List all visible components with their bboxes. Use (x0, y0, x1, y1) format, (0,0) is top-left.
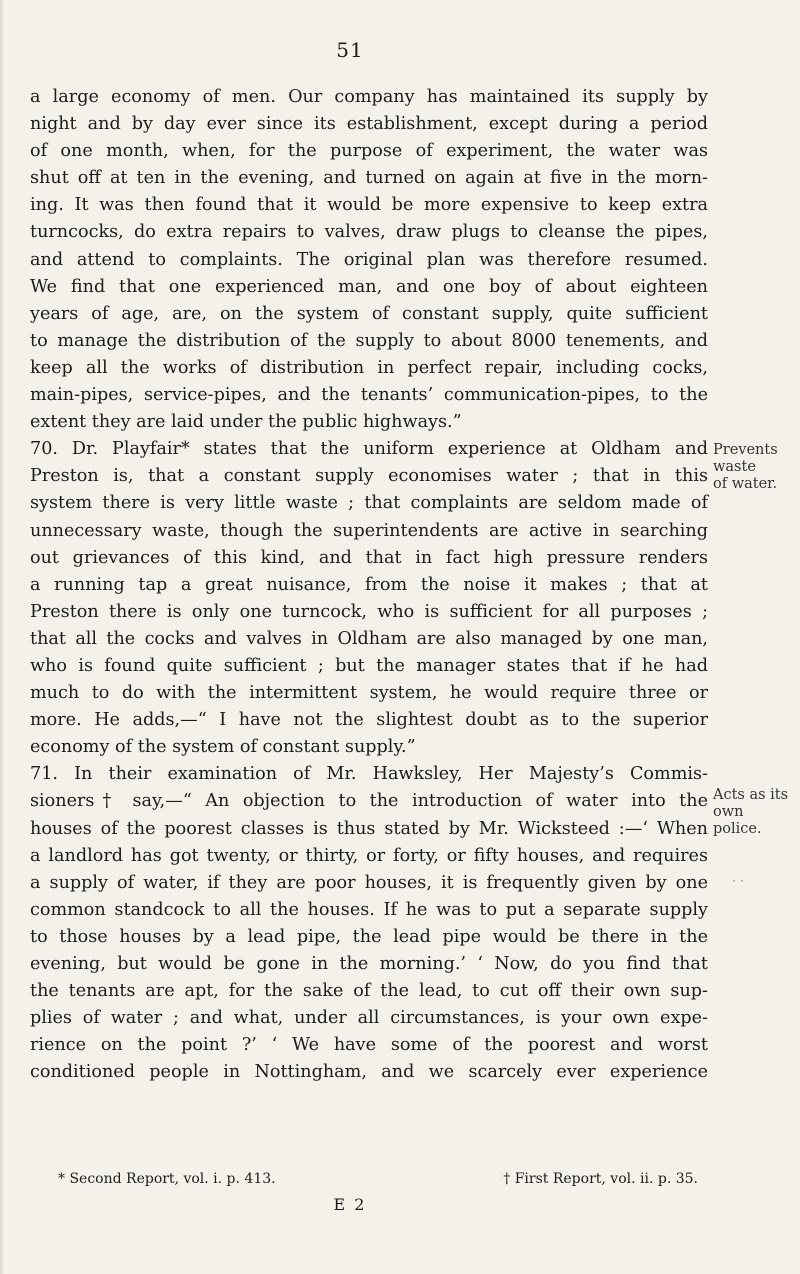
footnotes (58, 1171, 698, 1187)
text-line: that all the cocks and valves in Oldham are also managed by one man, (30, 628, 708, 649)
margin-note-prevents-waste (713, 442, 799, 493)
margin-note-acts-as-police (713, 787, 799, 838)
text-line: shut off at ten in the evening, and turned on again at five in the morn- (30, 168, 708, 189)
text-line: of one month, when, for the purpose of experiment, the water was (30, 141, 708, 162)
text-line: to manage the distribution of the supply to about 8000 tenements, and (30, 330, 708, 351)
page-number: 51 (336, 38, 364, 62)
margin-note-line: Acts as its own (713, 787, 789, 820)
body-text (30, 84, 708, 1086)
text-line: a landlord has got twenty, or thirty, or forty, or fifty houses, and requires (30, 845, 708, 866)
footnote-first-report: † First Report, vol. ii. p. 35. (503, 1171, 698, 1187)
text-line: Preston is, that a constant supply economises water ; that in this (30, 466, 708, 487)
text-line: the tenants are apt, for the sake of the lead, to cut off their own sup- (30, 981, 708, 1002)
margin-note-line: of water. (713, 476, 778, 492)
signature-mark: E 2 (333, 1195, 367, 1214)
text-line: a large economy of men. Our company has maintained its supply by (30, 87, 708, 107)
text-line: main-pipes, service-pipes, and the tenants’ communication-pipes, to the (30, 385, 708, 406)
text-line: to those houses by a lead pipe, the lead pipe would be there in the (30, 926, 708, 947)
text-line: a running tap a great nuisance, from the noise it makes ; that at (30, 574, 708, 595)
text-line: who is found quite sufficient ; but the manager states that if he had (30, 655, 708, 676)
text-line: unnecessary waste, though the superintendents are active in searching (30, 520, 708, 541)
text-line: Preston there is only one turncock, who is sufficient for all purposes ; (30, 601, 708, 622)
footnote-second-report: * Second Report, vol. i. p. 413. (58, 1171, 276, 1187)
text-line: out grievances of this kind, and that in fact high pressure renders (30, 547, 708, 568)
paragraph-71-start: 71. In their examination of Mr. Hawksley, Her Majesty’s Commis- (30, 764, 708, 785)
text-line: ing. It was then found that it would be more expensive to keep extra (30, 195, 708, 216)
text-line: system there is very little waste ; that complaints are seldom made of (30, 493, 708, 514)
text-line: much to do with the intermittent system, he would require three or (30, 683, 708, 704)
text-line: economy of the system of constant supply.” (30, 737, 416, 758)
text-line: sioners† say,—“ An objection to the introduction of water into the (30, 791, 708, 812)
margin-note-line: police. (713, 821, 762, 837)
text-line: common standcock to all the houses. If he was to put a separate supply (30, 899, 708, 920)
text-line: rience on the point ?’ ‘ We have some of the poorest and worst (30, 1035, 708, 1056)
text-line: houses of the poorest classes is thus stated by Mr. Wicksteed :—‘ When (30, 818, 708, 839)
text-line: night and by day ever since its establishment, except during a period (30, 114, 708, 135)
paragraph-70-start: 70. Dr. Playfair* states that the uniform experience at Oldham and (30, 439, 708, 460)
text-line: extent they are laid under the public highways.” (30, 412, 462, 433)
ink-speck: ⋅ ⋅ (732, 874, 745, 888)
text-line: keep all the works of distribution in perfect repair, including cocks, (30, 357, 708, 378)
text-line: years of age, are, on the system of constant supply, quite sufficient (30, 303, 708, 324)
text-line: more. He adds,—“ I have not the slightest doubt as to the superior (30, 710, 708, 731)
text-line: plies of water ; and what, under all circumstances, is your own expe- (30, 1008, 708, 1029)
text-line: a supply of water, if they are poor houses, it is frequently given by one (30, 872, 708, 893)
text-line: conditioned people in Nottingham, and we scarcely ever experience (30, 1062, 708, 1083)
text-line: evening, but would be gone in the morning.’ ‘ Now, do you find that (30, 954, 708, 974)
text-line: We find that one experienced man, and one boy of about eighteen (30, 276, 708, 297)
margin-note-line: Prevents waste (713, 442, 778, 475)
text-line: turncocks, do extra repairs to valves, draw plugs to cleanse the pipes, (30, 222, 708, 243)
text-line: and attend to complaints. The original plan was therefore resumed. (30, 249, 708, 270)
binding-edge (0, 0, 4, 1274)
